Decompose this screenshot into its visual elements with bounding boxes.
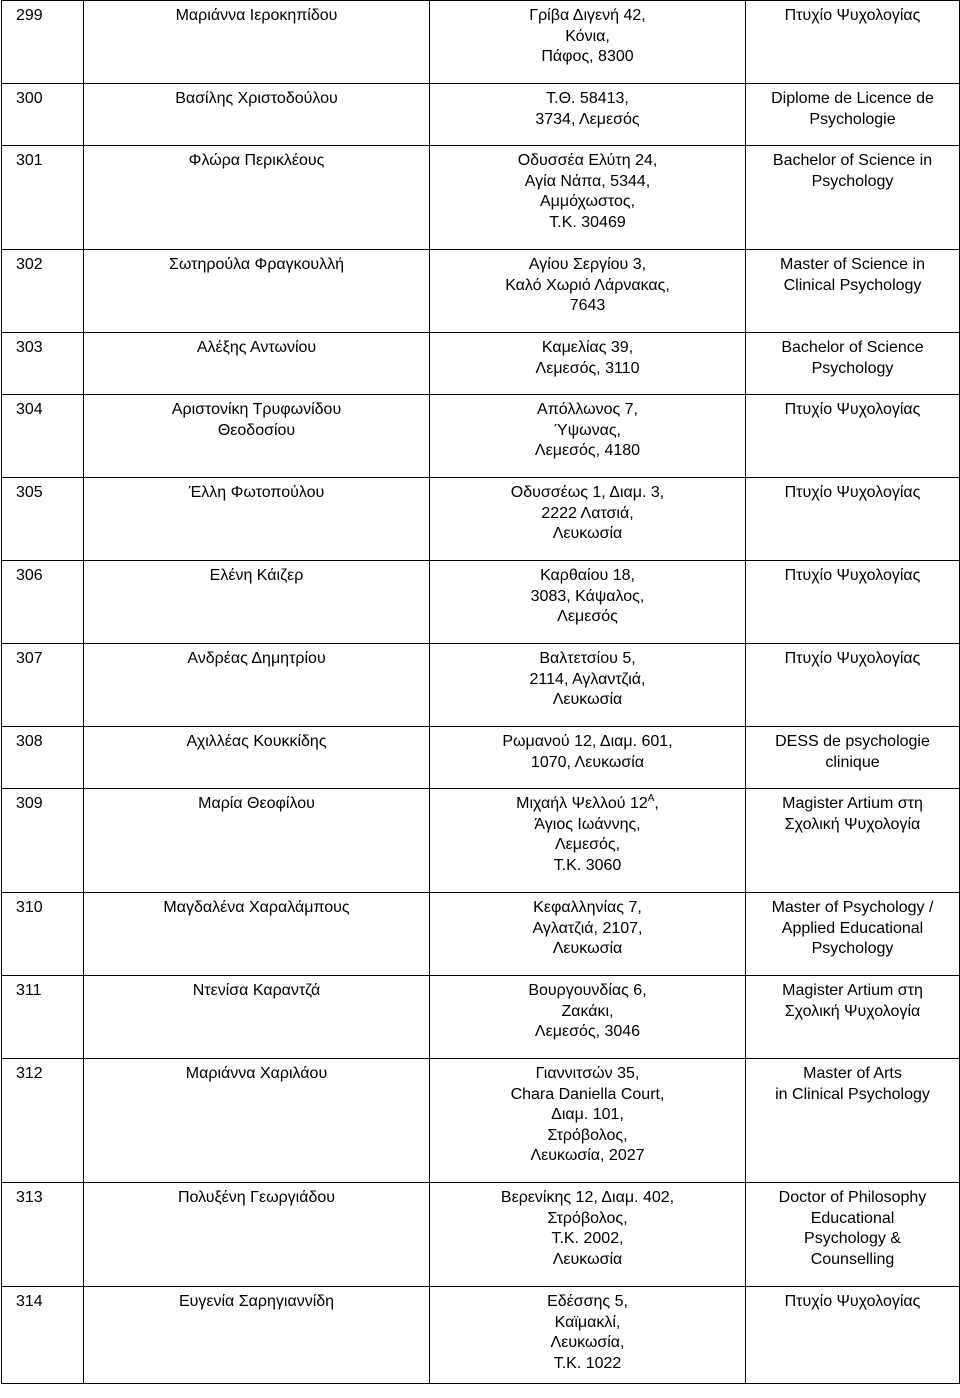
address-suffix: , [654, 795, 659, 812]
person-name-text: Μαρία Θεοφίλου [198, 795, 315, 812]
degree-line [750, 172, 955, 193]
address-cell [430, 395, 746, 478]
address-text: Αγλατζιά, 2107, [532, 919, 643, 937]
person-name-cell [84, 727, 430, 789]
degree-cell [746, 1287, 960, 1384]
registry-number: 314 [2, 1287, 84, 1384]
address-cell [430, 146, 746, 250]
person-name-cell [84, 1183, 430, 1287]
degree-line [750, 1002, 955, 1023]
person-name-text: Σωτηρούλα Φραγκουλλή [168, 256, 345, 273]
address-cell [430, 1059, 746, 1183]
address-text: Τ.Κ. 2002, [551, 1230, 624, 1247]
degree-cell [746, 976, 960, 1059]
address-text: Γρίβα Διγενή 42, [529, 7, 646, 24]
address-cell [430, 333, 746, 395]
table-row [2, 1287, 960, 1384]
registry-number: 307 [2, 644, 84, 727]
address-line [434, 89, 741, 110]
address-text: Στρόβολος, [547, 1209, 628, 1227]
address-line [434, 587, 741, 608]
degree-text: Bachelor of Science in [772, 152, 933, 169]
address-text: Βαλτετσίου 5, [539, 650, 636, 667]
address-line [434, 6, 741, 27]
table-row [2, 333, 960, 395]
table-row [2, 561, 960, 644]
registry-number: 302 [2, 250, 84, 333]
address-line [434, 1188, 741, 1209]
address-text: Διαμ. 101, [551, 1106, 624, 1123]
address-line [434, 441, 741, 462]
address-text: 2114, Αγλαντζιά, [529, 670, 646, 688]
person-name-line [88, 400, 425, 421]
address-line [434, 1209, 741, 1230]
degree-text: Magister Artium στη [782, 982, 923, 999]
person-name-line [88, 255, 425, 276]
address-text: Ρωμανού 12, Διαμ. 601, [502, 733, 673, 750]
address-text: Βερενίκης 12, Διαμ. 402, [500, 1189, 675, 1206]
address-line [434, 939, 741, 960]
address-cell [430, 727, 746, 789]
degree-text: Psychologie [809, 110, 896, 128]
degree-text: Σχολική Ψυχολογία [784, 1002, 921, 1020]
address-line [434, 47, 741, 68]
degree-cell [746, 1, 960, 84]
degree-text: Psychology [811, 940, 894, 957]
address-line [434, 566, 741, 587]
degree-line [750, 6, 955, 27]
registry-number: 312 [2, 1059, 84, 1183]
person-name-line [88, 1064, 425, 1085]
person-name-cell [84, 644, 430, 727]
address-line [434, 172, 741, 193]
degree-line [750, 276, 955, 297]
address-text: Λεμεσός [557, 608, 618, 625]
address-superscript: Α [647, 792, 655, 804]
person-name-text: Έλλη Φωτοπούλου [188, 484, 325, 501]
degree-line [750, 753, 955, 774]
address-line [434, 1085, 741, 1106]
degree-line [750, 400, 955, 421]
degree-text: Master of Arts [803, 1065, 902, 1082]
degree-line [750, 151, 955, 172]
address-text: Τ.Κ. 1022 [553, 1354, 622, 1372]
address-line [434, 276, 741, 297]
address-text: Ζακάκι, [561, 1002, 614, 1020]
address-line [434, 1126, 741, 1147]
person-name-text: Αχιλλέας Κουκκίδης [186, 733, 327, 750]
address-text: Τ.Θ. 58413, [546, 90, 629, 107]
person-name-cell [84, 1, 430, 84]
person-name-line [88, 981, 425, 1002]
degree-line [750, 732, 955, 753]
degree-line [750, 89, 955, 110]
person-name-text: Ανδρέας Δημητρίου [187, 650, 326, 667]
address-text: Τ.Κ. 30469 [549, 213, 626, 231]
table-row [2, 84, 960, 146]
degree-line [750, 1209, 955, 1230]
person-name-cell [84, 789, 430, 893]
registry-number: 300 [2, 84, 84, 146]
address-line [434, 1292, 741, 1313]
degree-text: Psychology [811, 172, 894, 190]
degree-text: Πτυχίο Ψυχολογίας [784, 401, 921, 418]
address-line [434, 732, 741, 753]
address-line [434, 919, 741, 940]
address-text: Καλό Χωριό Λάρνακας, [505, 276, 670, 294]
degree-cell [746, 250, 960, 333]
degree-cell [746, 789, 960, 893]
degree-line [750, 1064, 955, 1085]
person-name-line [88, 794, 425, 815]
table-row [2, 395, 960, 478]
address-text: Λευκωσία [552, 1250, 623, 1268]
degree-text: Πτυχίο Ψυχολογίας [784, 484, 921, 501]
address-line [434, 649, 741, 670]
address-line [434, 1146, 741, 1167]
degree-text: Σχολική Ψυχολογία [784, 815, 921, 833]
degree-text: Master of Psychology / [771, 899, 934, 916]
address-line [434, 483, 741, 504]
person-name-cell [84, 395, 430, 478]
address-line [434, 296, 741, 317]
person-name-text: Ελένη Κάιζερ [209, 567, 304, 584]
person-name-cell [84, 84, 430, 146]
address-line [434, 1105, 741, 1126]
degree-text: Psychology [811, 359, 894, 377]
person-name-cell [84, 250, 430, 333]
person-name-line [88, 1188, 425, 1209]
person-name-line [88, 649, 425, 670]
address-line [434, 607, 741, 628]
table-row [2, 1, 960, 84]
registry-number: 299 [2, 1, 84, 84]
person-name-line [88, 89, 425, 110]
table-row [2, 1183, 960, 1287]
address-line [434, 753, 741, 774]
address-text: Λεμεσός, 4180 [534, 442, 641, 459]
degree-text: Πτυχίο Ψυχολογίας [784, 7, 921, 24]
degree-text: in Clinical Psychology [775, 1085, 930, 1103]
address-line [434, 359, 741, 380]
person-name-text: Φλώρα Περικλέους [188, 152, 325, 169]
person-name-cell [84, 561, 430, 644]
table-row [2, 250, 960, 333]
person-name-line [88, 566, 425, 587]
table-row [2, 727, 960, 789]
person-name-text: Θεοδοσίου [217, 421, 296, 439]
address-line [434, 1064, 741, 1085]
address-text: Λεμεσός, 3046 [534, 1023, 641, 1040]
address-line [434, 338, 741, 359]
degree-cell [746, 1059, 960, 1183]
degree-text: Doctor of Philosophy [778, 1189, 927, 1206]
address-cell [430, 478, 746, 561]
table-row [2, 789, 960, 893]
degree-cell [746, 84, 960, 146]
degree-text: clinique [825, 753, 880, 771]
degree-line [750, 359, 955, 380]
person-name-line [88, 732, 425, 753]
person-name-line [88, 151, 425, 172]
person-name-text: Αριστονίκη Τρυφωνίδου [171, 401, 342, 418]
registry-number: 305 [2, 478, 84, 561]
degree-cell [746, 146, 960, 250]
address-line [434, 690, 741, 711]
person-name-text: Πολυξένη Γεωργιάδου [177, 1189, 336, 1206]
address-text: Λευκωσία [552, 691, 623, 708]
degree-cell [746, 1183, 960, 1287]
degree-text: Clinical Psychology [783, 276, 922, 294]
address-text: Λευκωσία, [550, 1334, 625, 1351]
address-cell [430, 893, 746, 976]
person-name-cell [84, 478, 430, 561]
address-text: Καρθαίου 18, [540, 567, 635, 584]
address-line [434, 981, 741, 1002]
degree-line [750, 338, 955, 359]
table-row [2, 644, 960, 727]
address-text: Καμελίας 39, [541, 339, 634, 356]
person-name-text: Μαριάννα Χαριλάου [185, 1065, 328, 1082]
address-text: Άγιος Ιωάννης, [534, 815, 641, 833]
degree-text: Bachelor of Science [781, 339, 924, 356]
address-text: Γιαννιτσών 35, [535, 1065, 640, 1082]
address-text: Κόνια, [565, 27, 610, 45]
person-name-line [88, 338, 425, 359]
degree-text: Πτυχίο Ψυχολογίας [784, 650, 921, 667]
degree-text: Master of Science in [780, 256, 925, 273]
degree-text: Counselling [810, 1250, 895, 1268]
person-name-text: Ντενίσα Καραντζά [192, 982, 321, 999]
address-cell [430, 250, 746, 333]
degree-cell [746, 727, 960, 789]
degree-cell [746, 893, 960, 976]
degree-line [750, 815, 955, 836]
registry-number: 310 [2, 893, 84, 976]
address-line [434, 213, 741, 234]
degree-text: Diplome de Licence de [771, 90, 934, 107]
address-line [434, 815, 741, 836]
table-row [2, 893, 960, 976]
registry-number: 304 [2, 395, 84, 478]
address-line [434, 1333, 741, 1354]
degree-line [750, 1229, 955, 1250]
table-row [2, 146, 960, 250]
address-text: Εδέσσης 5, [547, 1293, 628, 1310]
degree-line [750, 1188, 955, 1209]
person-name-text: Βασίλης Χριστοδούλου [175, 90, 338, 107]
person-name-cell [84, 1287, 430, 1384]
degree-line [750, 1292, 955, 1313]
address-text: Στρόβολος, [547, 1126, 628, 1144]
person-name-text: Μαγδαλένα Χαραλάμπους [163, 899, 350, 916]
address-line [434, 1313, 741, 1334]
address-line [434, 255, 741, 276]
address-text: Οδυσσέα Ελύτη 24, [517, 152, 658, 169]
degree-text: Educational [810, 1209, 895, 1227]
registry-number: 313 [2, 1183, 84, 1287]
person-name-text: Αλέξης Αντωνίου [196, 339, 317, 356]
address-text: Ύψωνας, [554, 421, 621, 439]
address-cell [430, 1, 746, 84]
person-name-cell [84, 893, 430, 976]
address-line [434, 421, 741, 442]
address-text: 7643 [569, 297, 606, 314]
degree-line [750, 255, 955, 276]
address-line [434, 1229, 741, 1250]
address-line [434, 856, 741, 877]
address-text: Τ.Κ. 3060 [553, 856, 622, 874]
address-text: Λεμεσός, 3110 [535, 359, 640, 377]
table-row [2, 976, 960, 1059]
degree-text: Πτυχίο Ψυχολογίας [784, 1293, 921, 1310]
address-cell [430, 1287, 746, 1384]
address-line [434, 794, 741, 815]
degree-text: Psychology & [804, 1230, 901, 1247]
address-text: Οδυσσέως 1, Διαμ. 3, [510, 484, 665, 501]
registry-number: 309 [2, 789, 84, 893]
degree-line [750, 483, 955, 504]
registry-number: 311 [2, 976, 84, 1059]
address-cell [430, 976, 746, 1059]
table-row [2, 478, 960, 561]
degree-cell [746, 395, 960, 478]
registry-number: 303 [2, 333, 84, 395]
address-cell [430, 561, 746, 644]
address-line [434, 504, 741, 525]
degree-line [750, 794, 955, 815]
address-text: 1070, Λευκωσία [530, 753, 645, 771]
person-name-text: Μαριάννα Ιεροκηπίδου [175, 7, 338, 24]
address-line [434, 1002, 741, 1023]
address-line [434, 400, 741, 421]
degree-cell [746, 333, 960, 395]
address-line [434, 1250, 741, 1271]
degree-text: Applied Educational [781, 919, 924, 937]
address-line [434, 27, 741, 48]
degree-text: Magister Artium στη [782, 795, 923, 812]
address-text: Πάφος, 8300 [541, 48, 634, 65]
person-name-line [88, 1292, 425, 1313]
degree-cell [746, 478, 960, 561]
degree-cell [746, 644, 960, 727]
degree-line [750, 898, 955, 919]
degree-text: Πτυχίο Ψυχολογίας [784, 567, 921, 584]
degree-text: DESS de psychologie [775, 733, 930, 750]
person-name-text: Ευγενία Σαρηγιαννίδη [178, 1293, 335, 1310]
address-cell [430, 84, 746, 146]
registry-number: 301 [2, 146, 84, 250]
address-line [434, 670, 741, 691]
degree-line [750, 566, 955, 587]
address-text: Μιχαήλ Ψελλού 12 [516, 795, 648, 812]
address-text: Αμμόχωστος, [539, 193, 636, 210]
registry-table [1, 0, 960, 1384]
address-line [434, 1354, 741, 1375]
address-text: Απόλλωνος 7, [537, 401, 638, 418]
table-row [2, 1059, 960, 1183]
person-name-cell [84, 146, 430, 250]
address-text: Λευκωσία [552, 525, 623, 542]
address-line [434, 1022, 741, 1043]
person-name-line [88, 421, 425, 442]
address-text: Chara Daniella Court, [510, 1085, 665, 1103]
address-text: 3734, Λεμεσός [535, 110, 640, 128]
address-line [434, 151, 741, 172]
registry-number: 308 [2, 727, 84, 789]
address-text: 3083, Κάψαλος, [530, 587, 645, 605]
registry-number: 306 [2, 561, 84, 644]
person-name-cell [84, 1059, 430, 1183]
degree-line [750, 1085, 955, 1106]
degree-cell [746, 561, 960, 644]
address-line [434, 110, 741, 131]
person-name-cell [84, 976, 430, 1059]
degree-line [750, 110, 955, 131]
address-line [434, 192, 741, 213]
address-text: Λευκωσία, 2027 [530, 1147, 645, 1164]
address-cell [430, 644, 746, 727]
degree-line [750, 1250, 955, 1271]
address-cell [430, 789, 746, 893]
degree-line [750, 919, 955, 940]
address-line [434, 524, 741, 545]
address-line [434, 835, 741, 856]
address-text: Λεμεσός, [554, 836, 621, 853]
person-name-line [88, 6, 425, 27]
degree-line [750, 649, 955, 670]
degree-line [750, 981, 955, 1002]
address-text: Βουργουνδίας 6, [528, 982, 647, 999]
person-name-line [88, 898, 425, 919]
address-text: Αγίου Σεργίου 3, [528, 256, 647, 273]
person-name-cell [84, 333, 430, 395]
degree-line [750, 939, 955, 960]
address-text: Κεφαλληνίας 7, [533, 899, 642, 916]
person-name-line [88, 483, 425, 504]
address-text: Καϊμακλί, [554, 1313, 621, 1331]
address-text: Λευκωσία [552, 940, 623, 957]
address-text: 2222 Λατσιά, [541, 504, 634, 522]
address-line [434, 898, 741, 919]
address-text: Αγία Νάπα, 5344, [524, 172, 651, 190]
address-cell [430, 1183, 746, 1287]
